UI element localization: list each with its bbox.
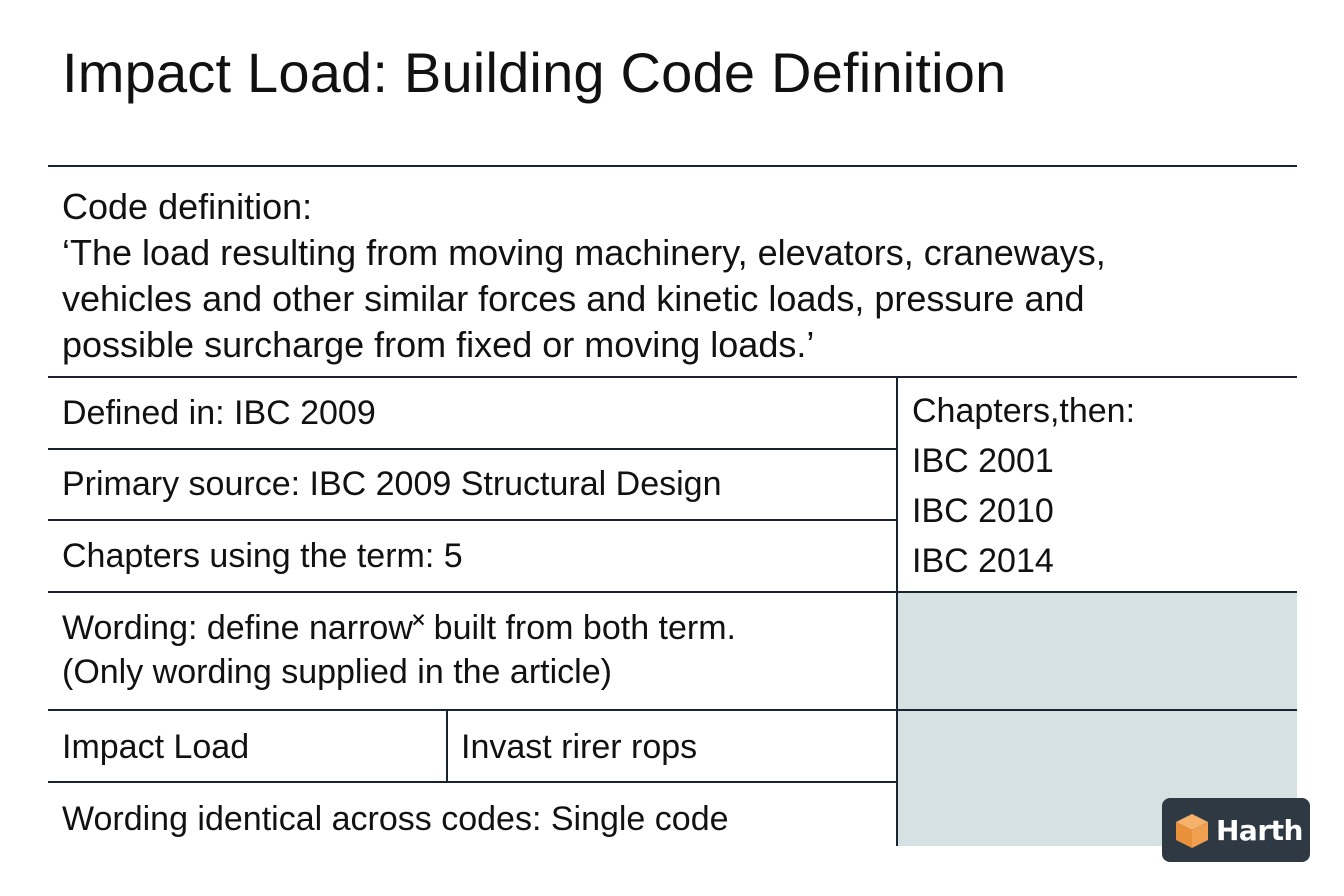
chapters-panel-item: IBC 2014 [912, 542, 1054, 580]
chapters-panel-heading: Chapters,then: [912, 392, 1136, 430]
definition-label: Code definition: [62, 186, 313, 227]
rule-top [48, 165, 1297, 167]
term-name-cell: Impact Load [62, 728, 250, 766]
rule-after-term [48, 781, 898, 783]
watermark-brand: Harth [1216, 813, 1303, 847]
rule-after-definition [48, 376, 1297, 378]
rule-after-primary-source [48, 519, 898, 521]
chapters-panel-item: IBC 2001 [912, 442, 1054, 480]
definition-line: vehicles and other similar forces and kinetic loads, pressure and [62, 278, 1085, 319]
chapters-panel-item: IBC 2010 [912, 492, 1054, 530]
cube-logo-icon [1172, 810, 1212, 850]
defined-in-cell: Defined in: IBC 2009 [62, 394, 376, 432]
definition-line: ‘The load resulting from moving machinery, elevators, craneways, [62, 232, 1106, 273]
chapters-count-cell: Chapters using the term: 5 [62, 537, 463, 575]
wording-cell-line2: (Only wording supplied in the article) [62, 653, 612, 691]
definition-line: possible surcharge from fixed or moving loads.’ [62, 324, 815, 365]
definition-block [62, 184, 1106, 368]
shaded-cell-wording [898, 593, 1297, 709]
identical-wording-cell: Wording identical across codes: Single code [62, 800, 729, 838]
watermark-badge [1162, 798, 1310, 862]
term-divider [446, 709, 448, 782]
rule-after-defined-in [48, 448, 898, 450]
term-variant-cell: Invast rirer rops [461, 728, 698, 766]
primary-source-cell: Primary source: IBC 2009 Structural Design [62, 465, 722, 503]
page-title: Impact Load: Building Code Definition [62, 41, 1007, 104]
wording-cell-line1: Wording: define narrow˟ built from both term. [62, 609, 736, 647]
